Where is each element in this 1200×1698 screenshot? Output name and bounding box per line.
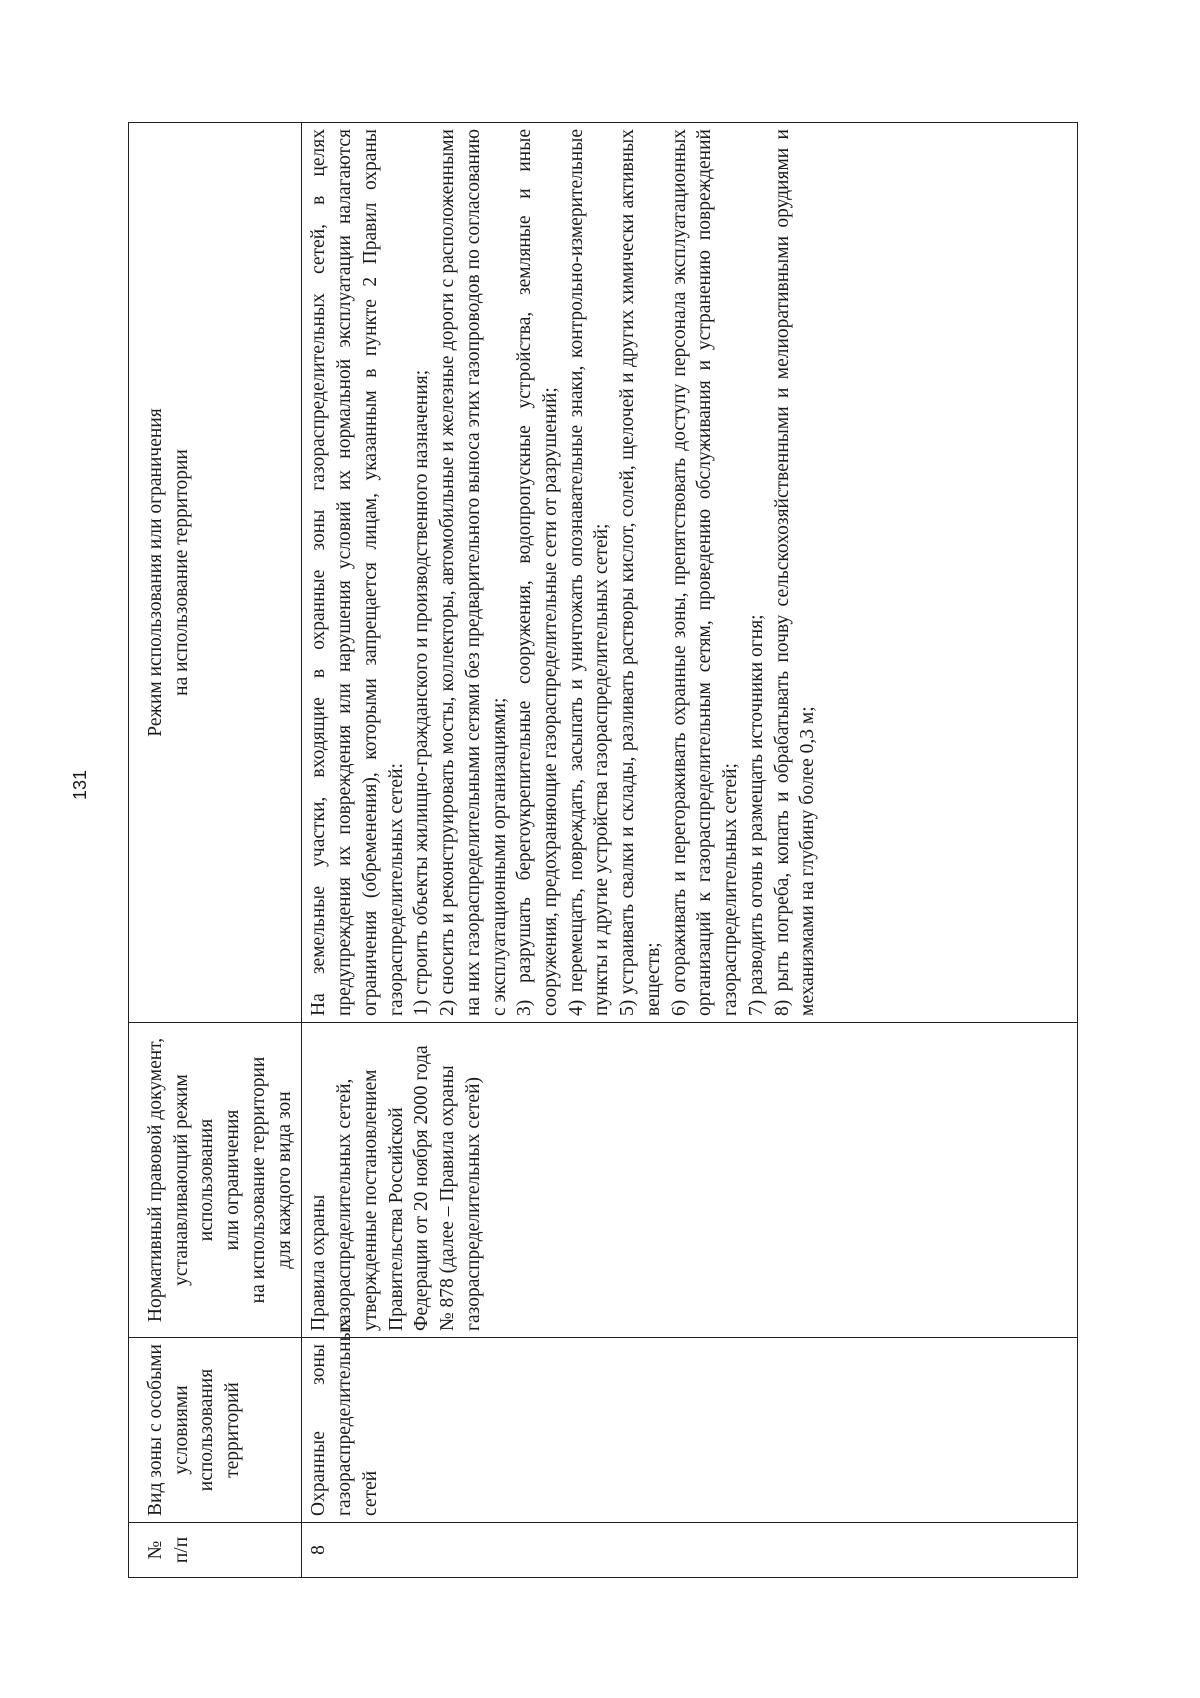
usage-mode-item-8: 8) рыть погреба, копать и обрабатывать почву сельскохозяйственными и мелиоративными орудиями и механизмами на глубину более 0,3 м; bbox=[771, 129, 819, 1016]
row-usage-mode bbox=[302, 123, 1078, 1023]
page-number: 131 bbox=[70, 769, 90, 800]
usage-mode-item-1: 1) строить объекты жилищно-гражданского и производственного назначения; bbox=[411, 369, 433, 1016]
usage-mode-item-3: 3) разрушать берегоукрепительные сооружения, водопропускные устройства, земляные и иные сооружения, предохраняющие газораспределительные сети от разрушений; bbox=[514, 129, 562, 1016]
row-number: 8 bbox=[302, 1523, 1078, 1578]
usage-mode-item-4: 4) перемещать, повреждать, засыпать и уничтожать опознавательные знаки, контрольно-измерительные пункты и другие устройства газораспределительных сетей; bbox=[565, 129, 613, 1016]
usage-mode-item-6: 6) огораживать и перегораживать охранные зоны, препятствовать доступу персонала эксплуатационных организаций к газораспределительным сетям, проведению обслуживания и устранению повреждений газораспределительных сетей; bbox=[668, 129, 742, 1016]
usage-mode-item-5: 5) устраивать свалки и склады, разливать растворы кислот, солей, щелочей и других химически активных веществ; bbox=[617, 129, 664, 1016]
table-header-row bbox=[129, 123, 302, 1578]
header-usage-mode: Режим использования или ограничения на использование территории bbox=[129, 123, 302, 1023]
header-number: № п/п bbox=[129, 1523, 302, 1578]
row-legal-document: Правила охраны газораспределительных сетей, утвержденные постановлением Правительства Российской Федерации от 20 ноября 2000 года № 878 (далее – Правила охраны газораспределительных сетей) bbox=[302, 1023, 1078, 1338]
rotated-landscape-content bbox=[128, 123, 1078, 1578]
usage-mode-item-2: 2) сносить и реконструировать мосты, коллекторы, автомобильные и железные дороги с расположенными на них газораспределительными сетями без предварительного выноса этих газопроводов по согласованию с эксплуатационными организациями; bbox=[437, 129, 510, 1016]
usage-mode-intro: На земельные участки, входящие в охранные зоны газораспределительных сетей, в целях предупреждения их повреждения или нарушения условий их нормальной эксплуатации налагаются ограничения (обременения), которыми запрещается лицам, указанным в пункте 2 Правил охраны газораспределительных сетей: bbox=[308, 129, 407, 1016]
row-zone-kind: Охранные зоны газораспределительных сетей bbox=[302, 1338, 1078, 1523]
table-row bbox=[302, 123, 1078, 1578]
usage-mode-item-7: 7) разводить огонь и размещать источники огня; bbox=[745, 614, 767, 1016]
header-legal-document: Нормативный правовой документ, устанавливающий режим использования или ограничения на использование территории для каждого вида зон bbox=[129, 1023, 302, 1338]
zones-table bbox=[128, 122, 1078, 1578]
header-zone-kind: Вид зоны с особыми условиями использования территорий bbox=[129, 1338, 302, 1523]
